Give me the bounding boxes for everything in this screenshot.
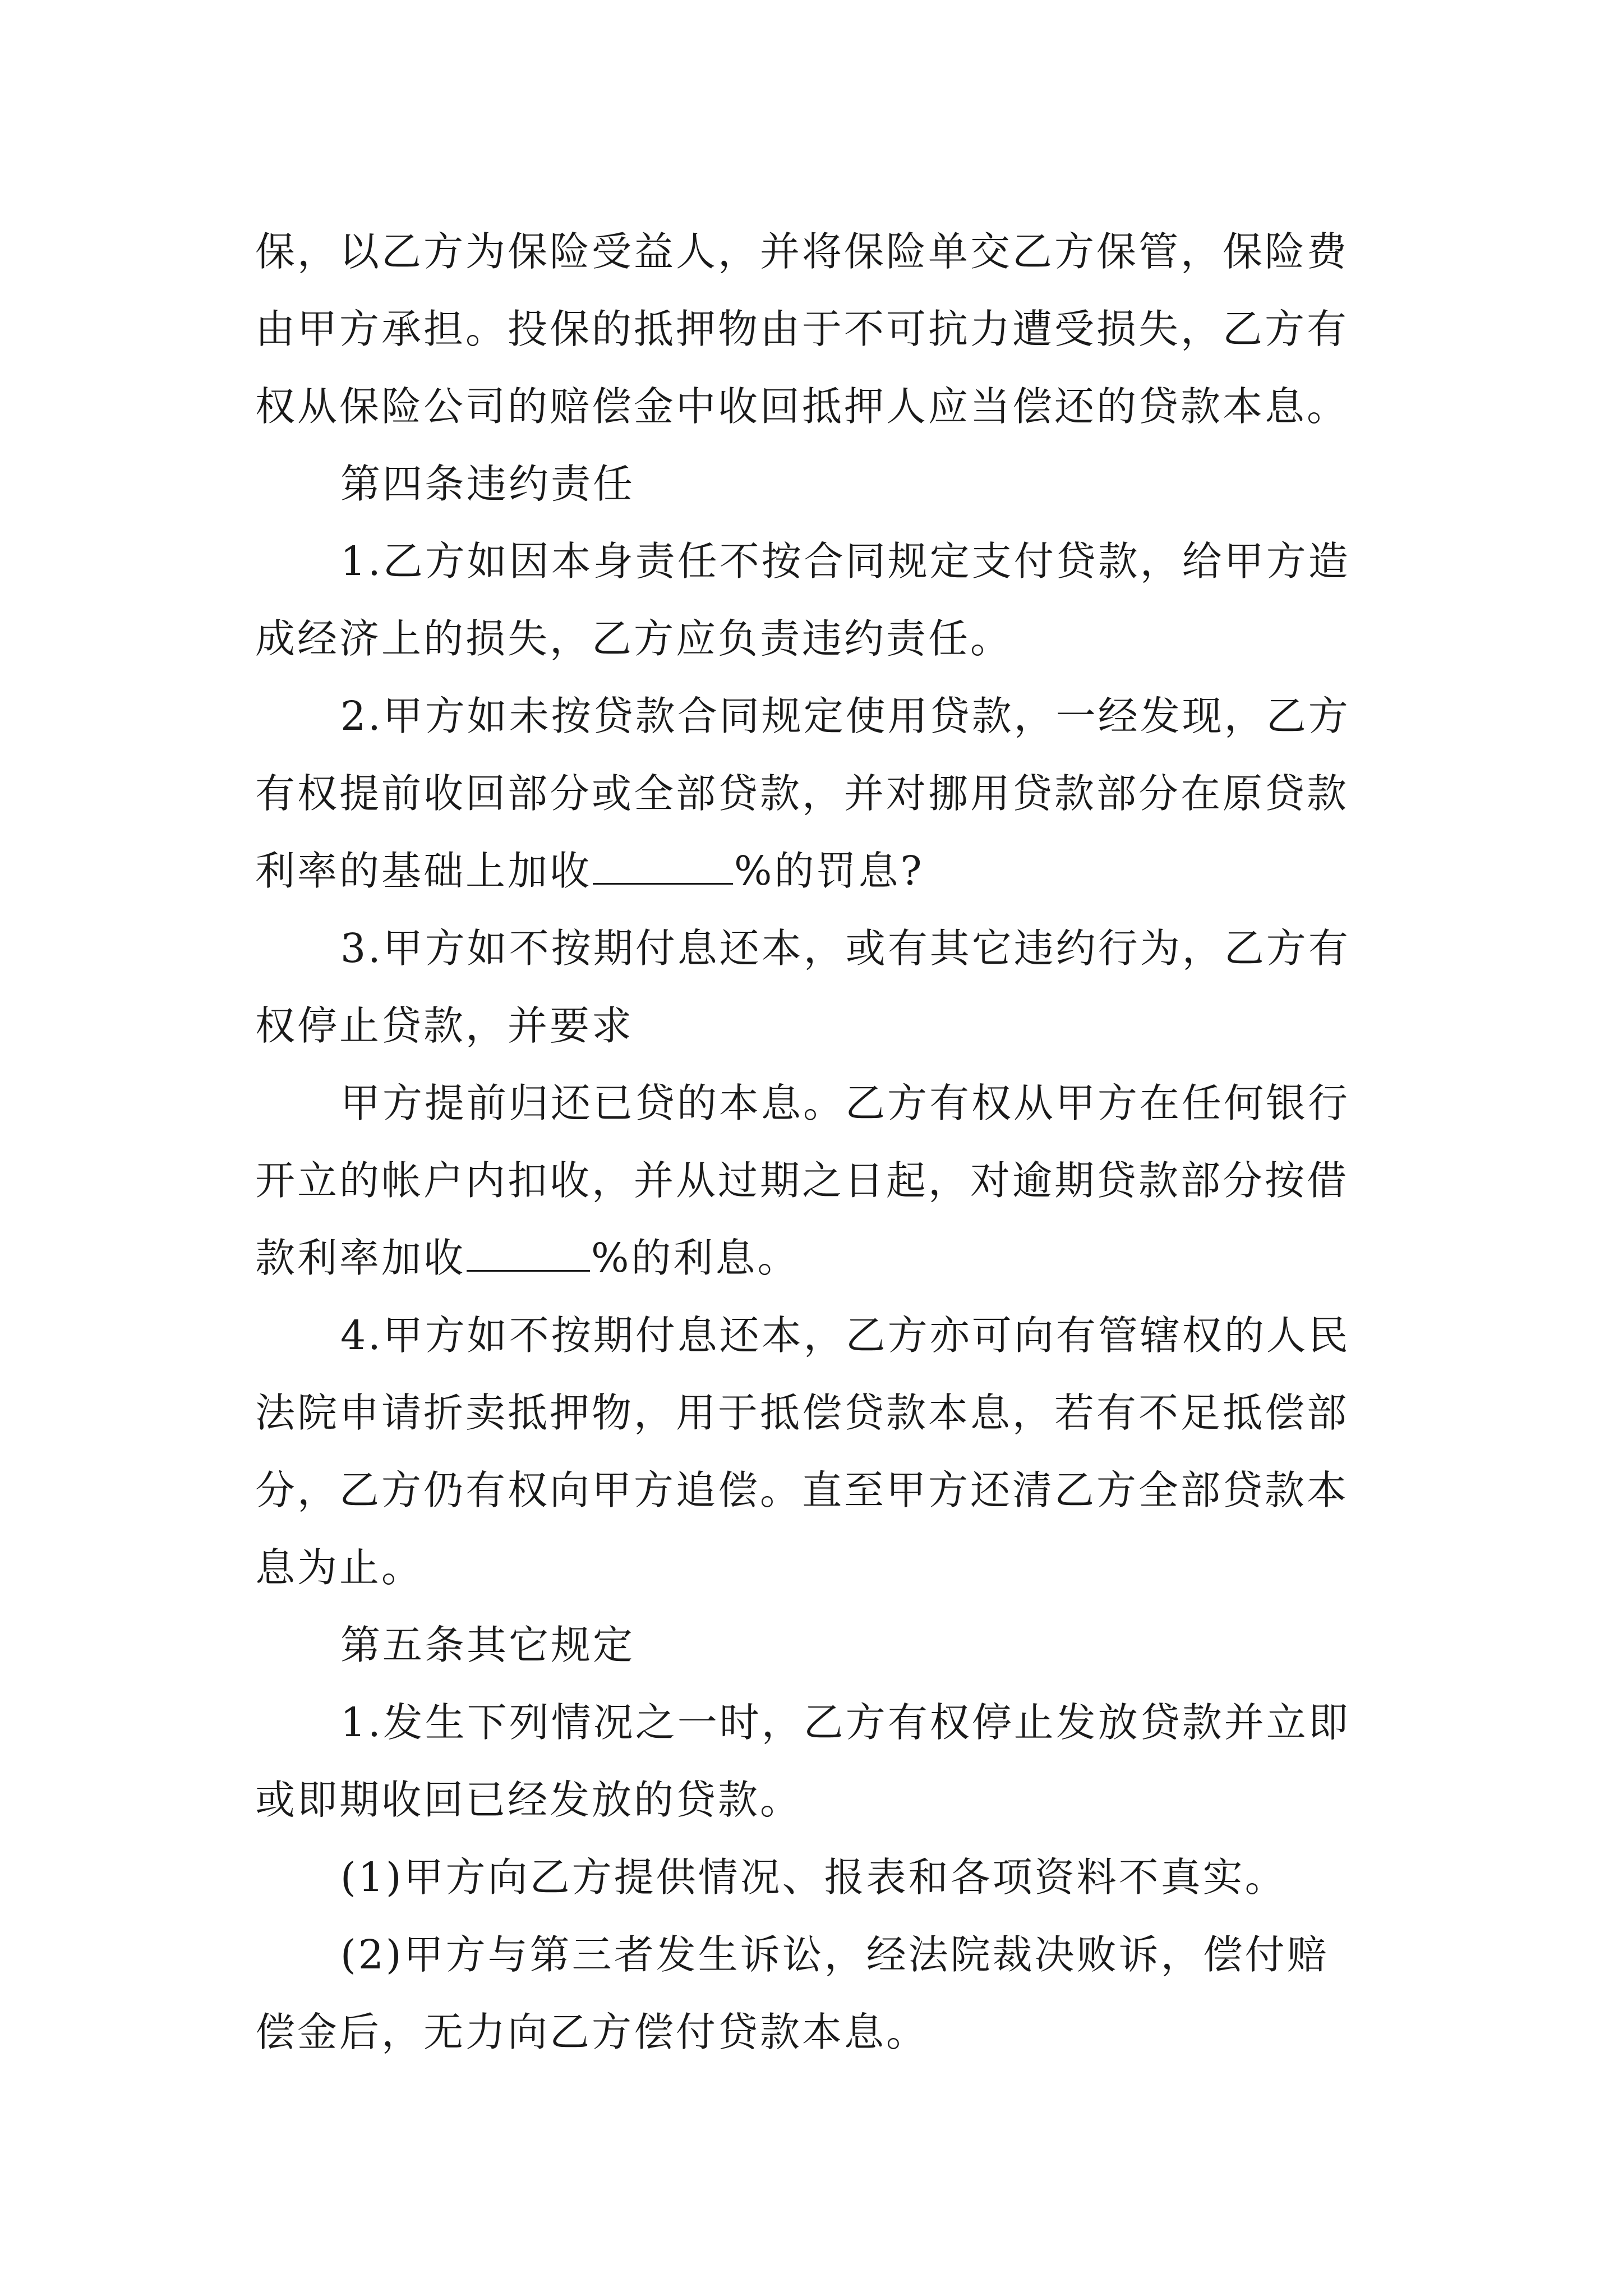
paragraph-line-with-blank — [255, 832, 1394, 910]
fill-in-blank — [593, 849, 733, 885]
line-text: 款利率加收 — [255, 1235, 466, 1281]
paragraph-line: 1.乙方如因本身责任不按合同规定支付贷款，给甲方造 — [340, 538, 1350, 585]
line-text: %的利息。 — [591, 1235, 800, 1281]
paragraph-line: 1.发生下列情况之一时，乙方有权停止发放贷款并立即 — [340, 1699, 1350, 1746]
paragraph-line: (2)甲方与第三者发生诉讼，经法院裁决败诉，偿付赔 — [340, 1931, 1329, 1978]
fill-in-blank — [467, 1236, 590, 1272]
paragraph-line: 或即期收回已经发放的贷款。 — [255, 1777, 803, 1823]
document-body — [255, 213, 1394, 2071]
paragraph-line: 4.甲方如不按期付息还本，乙方亦可向有管辖权的人民 — [340, 1312, 1350, 1359]
paragraph-line-with-blank — [255, 1220, 1394, 1297]
section-heading-article-4: 第四条违约责任 — [340, 461, 635, 507]
paragraph-line: 权从保险公司的赔偿金中收回抵押人应当偿还的贷款本息。 — [255, 383, 1349, 430]
paragraph-line: 偿金后，无力向乙方偿付贷款本息。 — [255, 2009, 929, 2055]
paragraph-line: 由甲方承担。投保的抵押物由于不可抗力遭受损失，乙方有 — [255, 306, 1349, 352]
paragraph-line: 息为止。 — [255, 1544, 424, 1591]
paragraph-line: 分，乙方仍有权向甲方追偿。直至甲方还清乙方全部贷款本 — [255, 1467, 1349, 1513]
paragraph-line: 3.甲方如不按期付息还本，或有其它违约行为，乙方有 — [340, 925, 1350, 972]
paragraph-line: 保，以乙方为保险受益人，并将保险单交乙方保管，保险费 — [255, 228, 1349, 275]
paragraph-line: 开立的帐户内扣收，并从过期之日起，对逾期贷款部分按借 — [255, 1157, 1349, 1204]
line-text: 利率的基础上加收 — [255, 848, 592, 894]
paragraph-line: 甲方提前归还已贷的本息。乙方有权从甲方在任何银行 — [340, 1080, 1350, 1126]
line-text: %的罚息? — [734, 848, 924, 894]
section-heading-article-5: 第五条其它规定 — [340, 1622, 635, 1668]
paragraph-line: 法院申请折卖抵押物，用于抵偿贷款本息，若有不足抵偿部 — [255, 1389, 1349, 1436]
paragraph-line: 成经济上的损失，乙方应负责违约责任。 — [255, 615, 1013, 662]
paragraph-line: 权停止贷款，并要求 — [255, 1002, 634, 1049]
paragraph-line: 有权提前收回部分或全部贷款，并对挪用贷款部分在原贷款 — [255, 770, 1349, 817]
paragraph-line: 2.甲方如未按贷款合同规定使用贷款，一经发现，乙方 — [340, 693, 1350, 739]
paragraph-line: (1)甲方向乙方提供情况、报表和各项资料不真实。 — [340, 1854, 1287, 1901]
